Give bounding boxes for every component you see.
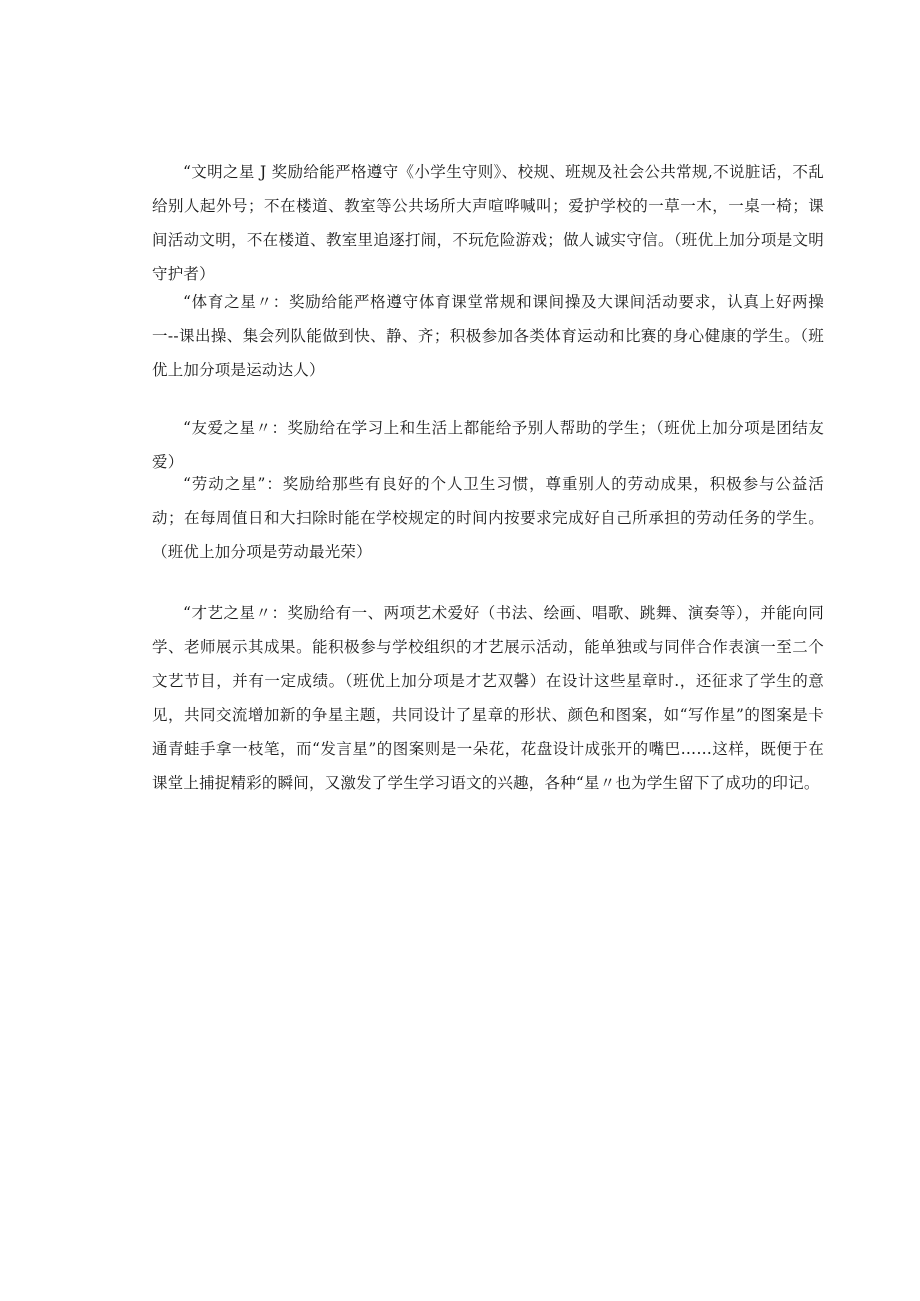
paragraph-civility-star: “文明之星 J 奖励给能严格遵守《小学生守则》、校规、班规及社会公共常规,不说脏话，不乱给别人起外号；不在楼道、教室等公共场所大声喧哗喊叫；爱护学校的一草一木，一桌一椅；课间活动文明，不在楼道、教室里追逐打闹，不玩危险游戏；做人诚实守信。（班优上加分项是文明守护者） <box>152 163 824 283</box>
paragraph-talent-star: “才艺之星〃：奖励给有一、两项艺术爱好（书法、绘画、唱歌、跳舞、演奏等），并能向同学、老师展示其成果。能积极参与学校组织的才艺展示活动，能单独或与同伴合作表演一至二个文艺节目，并有一定成绩。（班优上加分项是才艺双馨）在设计这些星章时.，还征求了学生的意见，共同交流增加新的争星主题，共同设计了星章的形状、颜色和图案，如“写作星”的图案是卡通青蛙手拿一枝笔，而“发言星”的图案则是一朵花，花盘设计成张开的嘴巴……这样，既便于在课堂上捕捉精彩的瞬间，又激发了学生学习语文的兴趣，各种“星〃也为学生留下了成功的印记。 <box>152 604 824 792</box>
paragraph-friendship-star: “友爱之星〃：奖励给在学习上和生活上都能给予别人帮助的学生；（班优上加分项是团结友爱） <box>152 419 824 471</box>
paragraph-labor-star: “劳动之星”：奖励给那些有良好的个人卫生习惯，尊重别人的劳动成果，积极参与公益活动；在每周值日和大扫除时能在学校规定的时间内按要求完成好自己所承担的劳动任务的学生。（班优上加分项是劳动最光荣） <box>152 475 824 561</box>
paragraph-sports-star: “体育之星〃：奖励给能严格遵守体育课堂常规和课间操及大课间活动要求，认真上好两操一--课出操、集会列队能做到快、静、齐；积极参加各类体育运动和比赛的身心健康的学生。（班优上加分项是运动达人） <box>152 293 824 379</box>
